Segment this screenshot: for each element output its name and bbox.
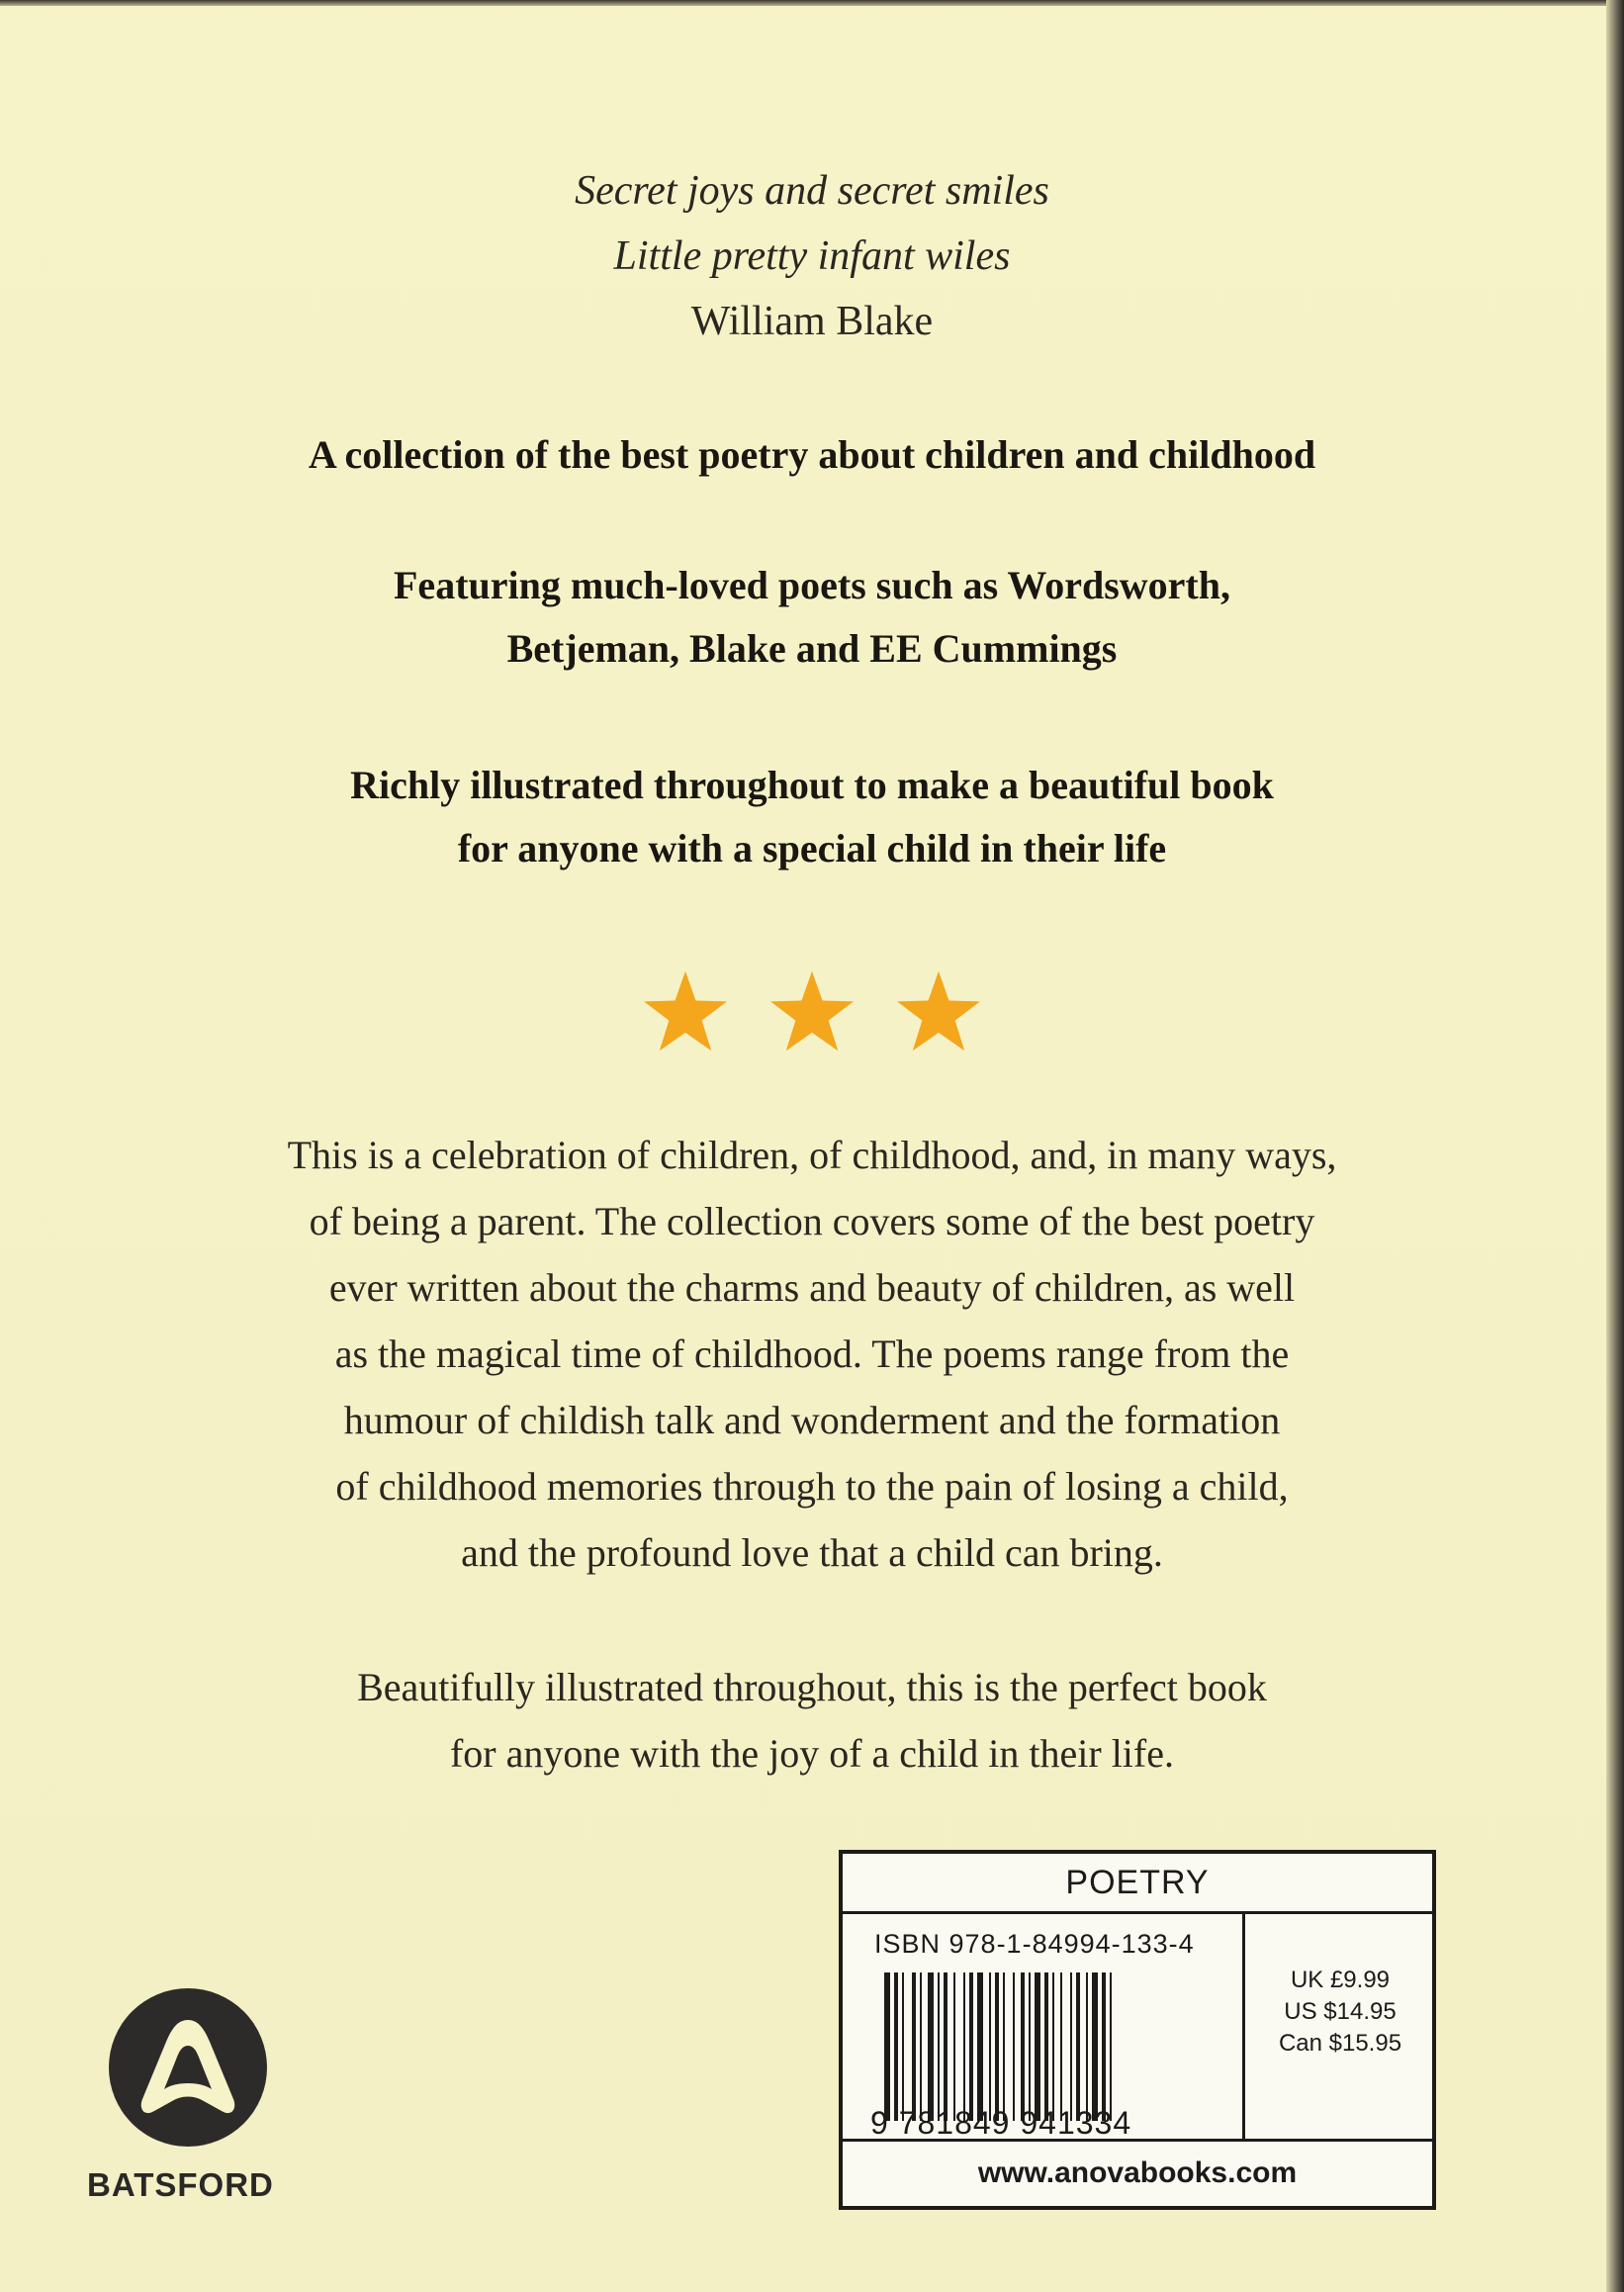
batsford-a-logo-icon	[109, 1988, 267, 2147]
closing-line: Beautifully illustrated throughout, this is the perfect book	[357, 1665, 1267, 1709]
highlight-1	[0, 423, 1624, 487]
epigraph-line-1: Secret joys and secret smiles	[575, 168, 1049, 214]
price-item: Can $15.95	[1278, 2030, 1402, 2057]
epigraph-author: William Blake	[690, 299, 934, 344]
highlight-1-text: A collection of the best poetry about children and childhood	[308, 432, 1316, 477]
description-line: ever written about the charms and beauty of children, as well	[328, 1265, 1296, 1310]
description-line: and the profound love that a child can bring.	[461, 1530, 1163, 1575]
star-icon	[642, 969, 729, 1053]
barcode-area	[843, 1911, 1245, 2139]
publisher-name: BATSFORD	[87, 2166, 274, 2203]
publisher-url: www.anovabooks.com	[843, 2139, 1432, 2209]
highlight-3-line-1: Richly illustrated throughout to make a beautiful book	[350, 763, 1274, 807]
barcode-icon	[884, 1972, 1201, 2121]
price-list	[1248, 1911, 1432, 2139]
star-icon	[768, 969, 856, 1053]
barcode-digits: 9 781849 941334	[870, 2105, 1132, 2141]
description-line: of childhood memories through to the pain of losing a child,	[335, 1464, 1289, 1509]
highlight-3-line-2: for anyone with a special child in their life	[457, 826, 1167, 871]
description	[0, 1122, 1624, 1586]
cover-top-edge	[0, 0, 1624, 6]
isbn-text: ISBN 978-1-84994-133-4	[874, 1929, 1195, 1959]
barcode-block	[839, 1850, 1436, 2210]
description-line: humour of childish talk and wonderment and the formation	[343, 1398, 1281, 1442]
category-label: POETRY	[843, 1854, 1432, 1914]
description-line: as the magical time of childhood. The poems range from the	[334, 1331, 1290, 1376]
closing-text	[0, 1654, 1624, 1787]
highlight-2-line-1: Featuring much-loved poets such as Wordsworth,	[394, 563, 1230, 607]
price-item: US $14.95	[1284, 1998, 1397, 2025]
highlight-2-line-2: Betjeman, Blake and EE Cummings	[506, 626, 1118, 671]
description-line: This is a celebration of children, of childhood, and, in many ways,	[287, 1133, 1337, 1177]
epigraph	[0, 158, 1624, 354]
epigraph-line-2: Little pretty infant wiles	[613, 233, 1011, 279]
star-rating	[0, 969, 1624, 1053]
highlight-3	[0, 754, 1624, 880]
description-line: of being a parent. The collection covers some of the best poetry	[309, 1199, 1315, 1243]
highlight-2	[0, 554, 1624, 681]
star-icon	[895, 969, 982, 1053]
closing-line: for anyone with the joy of a child in their life.	[449, 1731, 1174, 1776]
price-item: UK £9.99	[1290, 1967, 1391, 1993]
